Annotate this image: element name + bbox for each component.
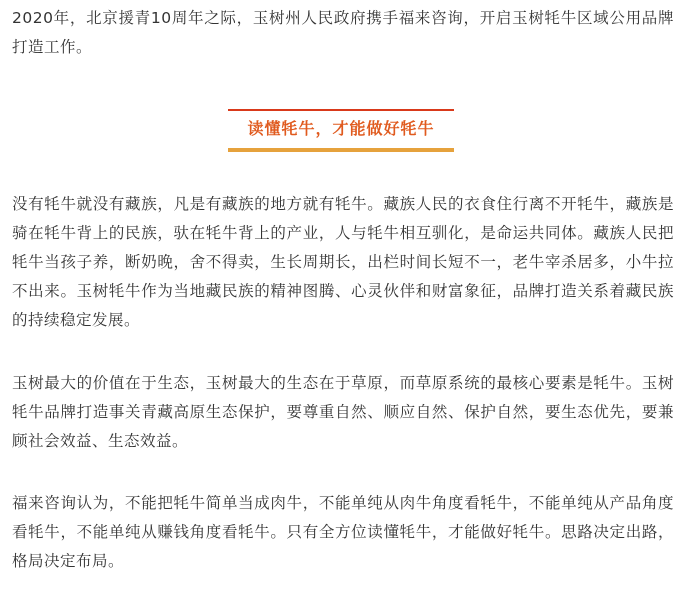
intro-paragraph: 2020年，北京援青10周年之际，玉树州人民政府携手福来咨询，开启玉树牦牛区域公用品牌打造工作。 — [12, 9, 674, 56]
heading-top-rule — [228, 109, 454, 111]
heading-bottom-rule — [228, 148, 454, 152]
section-heading-text: 读懂牦牛，才能做好牦牛 — [247, 119, 435, 138]
section-heading — [228, 109, 454, 153]
body-paragraph-3: 福来咨询认为，不能把牦牛简单当成肉牛，不能单纯从肉牛角度看牦牛，不能单纯从产品角度看牦牛，不能单纯从赚钱角度看牦牛。只有全方位读懂牦牛，才能做好牦牛。思路决定出路，格局决定布局。 — [12, 494, 674, 570]
body-paragraph-1: 没有牦牛就没有藏族，凡是有藏族的地方就有牦牛。藏族人民的衣食住行离不开牦牛，藏族是骑在牦牛背上的民族，驮在牦牛背上的产业，人与牦牛相互驯化，是命运共同体。藏族人民把牦牛当孩子养，断奶晚，舍不得卖，生长周期长，出栏时间长短不一，老牛宰杀居多，小牛拉不出来。玉树牦牛作为当地藏民族的精神图腾、心灵伙伴和财富象征，品牌打造关系着藏民族的持续稳定发展。 — [12, 195, 674, 329]
body-paragraph-2: 玉树最大的价值在于生态，玉树最大的生态在于草原，而草原系统的最核心要素是牦牛。玉树牦牛品牌打造事关青藏高原生态保护，要尊重自然、顺应自然、保护自然，要生态优先，要兼顾社会效益、生态效益。 — [12, 374, 674, 450]
